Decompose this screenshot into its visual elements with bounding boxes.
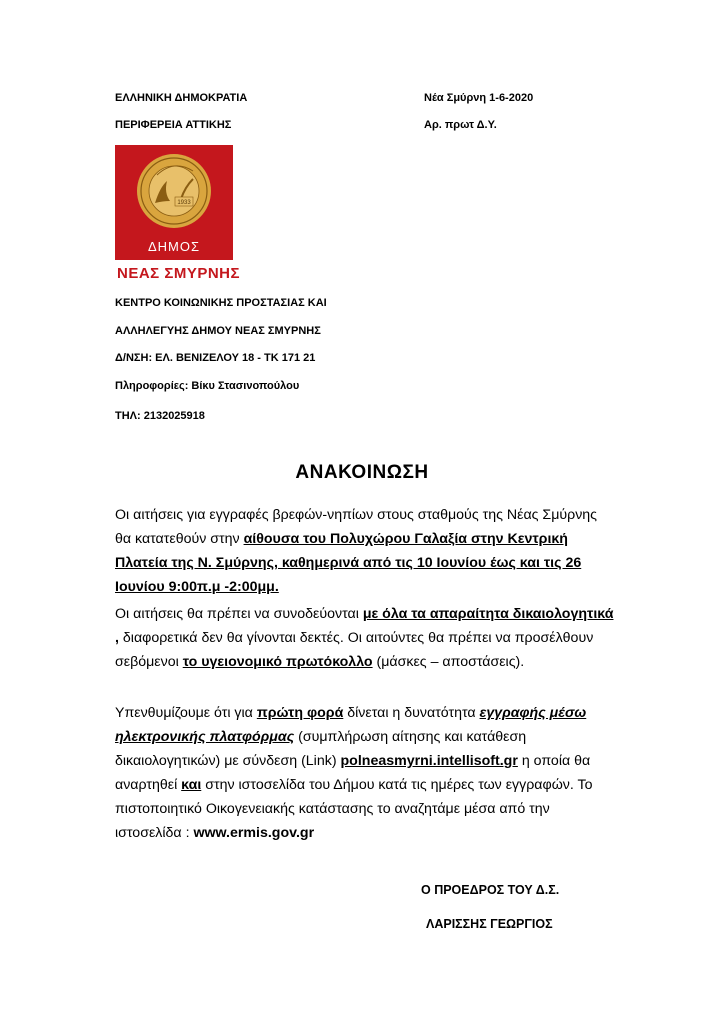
- paragraph-text: διαφορετικά δεν θα γίνονται δεκτές. Οι αιτούντες θα πρέπει να προσέλθουν σεβόμενοι: [115, 630, 594, 670]
- signature-name: ΛΑΡΙΣΣΗΣ ΓΕΩΡΓΙΟΣ: [426, 917, 553, 931]
- seal-icon: [115, 145, 233, 260]
- ermis-link[interactable]: www.ermis.gov.gr: [193, 825, 315, 841]
- paragraph-text: (μάσκες – αποστάσεις).: [372, 654, 525, 670]
- document-date: Νέα Σμύρνη 1-6-2020: [424, 92, 534, 104]
- paragraph-text: Οι αιτήσεις θα πρέπει να συνοδεύονται: [115, 606, 363, 622]
- required-documents-highlight: με όλα τα απαραίτητα δικαιολογητικά ,: [115, 606, 614, 646]
- municipality-logo: [115, 145, 233, 260]
- paragraph-text: δίνεται η δυνατότητα: [343, 705, 480, 721]
- issuer-line-1: ΕΛΛΗΝΙΚΗ ΔΗΜΟΚΡΑΤΙΑ: [115, 92, 248, 104]
- signature-role: Ο ΠΡΟΕΔΡΟΣ ΤΟΥ Δ.Σ.: [421, 883, 560, 897]
- online-platform-highlight: εγγραφής μέσω ηλεκτρονικής πλατφόρμας: [115, 705, 587, 745]
- logo-dimos-label: ΔΗΜΟΣ: [147, 239, 201, 254]
- announcement-title: ΑΝΑΚΟΙΝΩΣΗ: [295, 462, 429, 483]
- first-time-highlight: πρώτη φορά: [256, 705, 344, 721]
- logo-municipality-name: ΝΕΑΣ ΣΜΥΡΝΗΣ: [117, 265, 241, 282]
- office-contact-person: Πληροφορίες: Βίκυ Στασινοπούλου: [115, 380, 300, 392]
- paragraph-documents: [115, 602, 615, 674]
- paragraph-location: [115, 503, 615, 599]
- paragraph-text: η οποία θα αναρτηθεί: [115, 753, 591, 793]
- office-line-1: ΚΕΝΤΡΟ ΚΟΙΝΩΝΙΚΗΣ ΠΡΟΣΤΑΣΙΑΣ ΚΑΙ: [115, 297, 327, 309]
- location-dates-highlight: αίθουσα του Πολυχώρου Γαλαξία στην Κεντρική Πλατεία της Ν. Σμύρνης, καθημερινά από τις 10 Ιουνίου έως και τις 26 Ιουνίου 9:00π.μ -2:00μμ.: [115, 531, 582, 595]
- svg-text:1933: 1933: [177, 200, 191, 206]
- paragraph-text: στην ιστοσελίδα του Δήμου κατά τις ημέρες των εγγραφών. Το πιστοποιητικό Οικογενειακής κατάστασης το αναζητάμε μέσα από την ιστοσελίδα :: [115, 777, 593, 841]
- office-address: Δ/ΝΣΗ: ΕΛ. ΒΕΝΙΖΕΛΟΥ 18 - ΤΚ 171 21: [115, 352, 316, 364]
- office-line-2: ΑΛΛΗΛΕΓΥΗΣ ΔΗΜΟΥ ΝΕΑΣ ΣΜΥΡΝΗΣ: [115, 325, 321, 337]
- paragraph-online: [115, 701, 615, 845]
- health-protocol-highlight: το υγειονομικό πρωτόκολλο: [182, 654, 373, 670]
- platform-link[interactable]: polneasmyrni.intellisoft.gr: [340, 753, 518, 769]
- paragraph-text: (συμπλήρωση αίτησης και κατάθεση δικαιολογητικών) με σύνδεση (Link): [115, 729, 527, 769]
- paragraph-text: Οι αιτήσεις για εγγραφές βρεφών-νηπίων στους σταθμούς της Νέας Σμύρνης θα κατατεθούν στην: [115, 507, 598, 547]
- also-highlight: και: [181, 777, 202, 793]
- protocol-number: Αρ. πρωτ Δ.Υ.: [424, 119, 497, 131]
- office-phone: ΤΗΛ: 2132025918: [115, 410, 205, 422]
- issuer-line-2: ΠΕΡΙΦΕΡΕΙΑ ΑΤΤΙΚΗΣ: [115, 119, 232, 131]
- paragraph-text: Υπενθυμίζουμε ότι για: [115, 705, 257, 721]
